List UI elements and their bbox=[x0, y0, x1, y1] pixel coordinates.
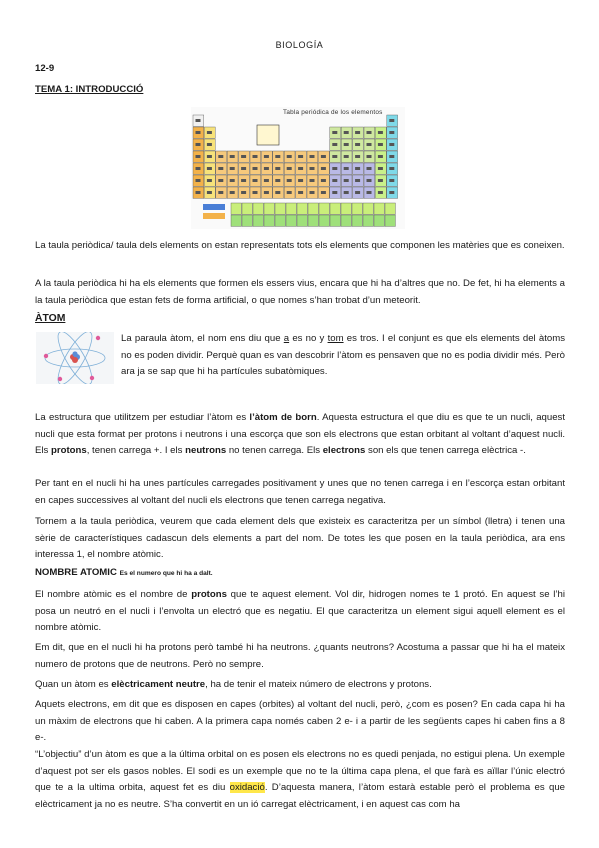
periodic-table-image bbox=[191, 107, 405, 229]
paragraph-neutre: Quan un àtom es elèctricament neutre, ha de tenir el mateix número de electrons y protons. bbox=[35, 679, 432, 690]
paragraph-atom: La paraula àtom, el nom ens diu que a es no y tom es tros. I el conjunt es que els elements del àtoms no es poden dividir. Perquè quan es van descobrir l’àtom es pensaven que no es podia dividir més. Però ara ja se sap que hi ha partícules subatòmiques. bbox=[121, 333, 565, 378]
paragraph-objectiu: “L’objectiu” d’un àtom es que a la última orbital on es posen els electrons no es quedi penjada, no estigui plena. Un exemple d’aquest pot ser els gasos nobles. El sodi es un exemple que no te la última capa plena, el que farà es aïllar l’únic electró que te a la ultima orbita, aquest fet es diu oxidació. D’aquesta manera, l’àtom estarà estable però el problema es que elèctricament ja no es neutre. S’ha convertit en un ió carregat elèctricament, i en aquest cas com ha bbox=[35, 749, 565, 810]
course-code: 12-9 bbox=[35, 63, 55, 74]
atom-heading: ÀTOM bbox=[35, 313, 66, 324]
atom-illustration bbox=[36, 332, 114, 384]
topic-heading: TEMA 1: INTRODUCCIÓ bbox=[35, 84, 144, 95]
paragraph-essers-vius: A la taula periòdica hi ha els elements que formen els essers vius, encara que hi ha d’altres que no. De fet, hi ha elements a la taula periòdica que estan fets de forma artificial, o que nomes s’han trobat d’un meteorit. bbox=[35, 278, 565, 306]
paragraph-nombre-atomic: El nombre atòmic es el nombre de protons que te aquest element. Vol dir, hidrogen nomes te 1 protó. En aquest se l’hi posa un neutró en el nucli i l’envolta un electró que es negatiu. El que caracteritza un element sigui aquell element es el nombre atòmic. bbox=[35, 589, 565, 634]
periodic-table-caption: Tabla periódica de los elementos bbox=[283, 109, 383, 116]
highlighted-word: oxidació bbox=[229, 782, 265, 794]
paragraph-nucli: Per tant en el nucli hi ha unes partícules carregades positivament y unes que no tenen carrega i en l’escorça estan orbitant en capes successives al voltant del nucli els electrons que tenen carrega negativa. bbox=[35, 478, 565, 506]
paragraph-neutrons: Em dit, que en el nucli hi ha protons però també hi ha neutrons. ¿quants neutrons? Acostuma a passar que hi ha el mateix numero de protons que de neutrons. Però no sempre. bbox=[35, 642, 565, 670]
paragraph-tornem: Tornem a la taula periòdica, veurem que cada element dels que existeix es caracteritza per un símbol (lletra) i tenen una sèrie de característiques cadascun dels elements a part del nom. De totes les que posen en la taula periòdica, ara ens interessa 1, el nombre atòmic. bbox=[35, 516, 565, 561]
paragraph-taula: La taula periòdica/ taula dels elements on estan representats tots els elements que componen les matèries que es coneixen. bbox=[35, 240, 565, 251]
page-title: BIOLOGÍA bbox=[275, 40, 324, 50]
periodic-table-grid bbox=[191, 107, 405, 229]
paragraph-bohr: La estructura que utilitzem per estudiar l’àtom es l’àtom de born. Aquesta estructura el que diu es que te un nucli, aquest nucli que esta format per protons i neutrons i una escorça que son els electrons que estan orbitant al voltant d’aquest nucli. Els protons, tenen carrega +. I els neutrons no tenen carrega. Els electrons son els que tenen carrega elèctrica -. bbox=[35, 412, 566, 457]
paragraph-capes: Aquets electrons, em dit que es disposen en capes (orbites) al voltant del nucli, però, ¿com es posen? En cada capa hi ha un màxim de electrons que hi caben. A la primera capa només caben 2 e- i a partir de les següents capes hi caben fins a 8 e-. bbox=[35, 699, 565, 744]
atomic-number-heading: NOMBRE ATOMIC Es el numero que hi ha a dalt. bbox=[35, 567, 213, 578]
